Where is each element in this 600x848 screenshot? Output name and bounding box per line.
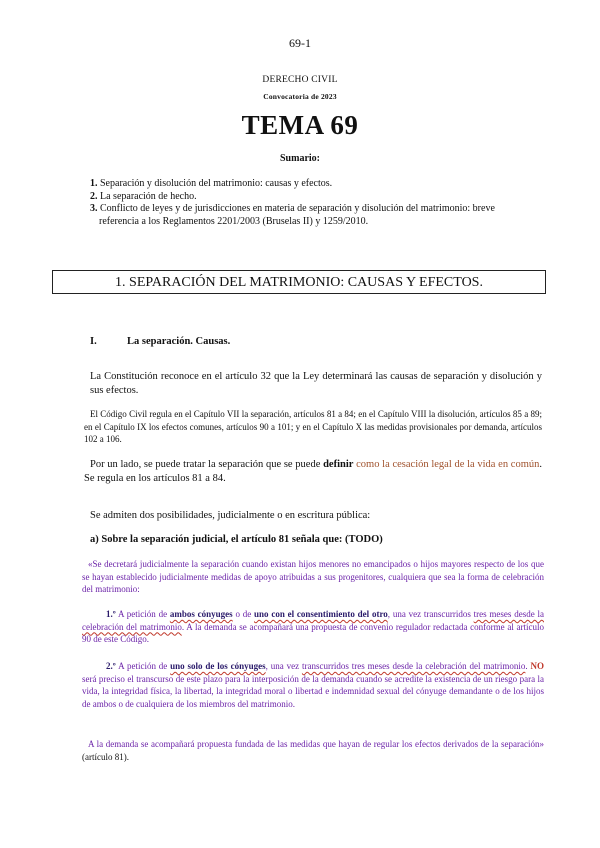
quote-text: A la demanda se acompañará propuesta fundada de las medidas que hayan de regular los efectos derivados de la separación» [88,739,544,749]
list-item-a [90,533,542,547]
paragraph-definicion [84,458,542,485]
paragraph-codigo-civil [84,408,542,446]
paragraph-text: . Se regula en los artículos 81 a 84. [84,459,542,484]
quote-text: será preciso el transcurso de este plazo para la interposición de la demanda cuando se acredite la existencia de un riesgo para la vida, la integridad física, la libertad, la integridad moral o libertad e indemnidad sexual del cónyuge demandante o de los hijos de ambos o de cualquiera de los miembros del matrimonio [82,673,544,709]
paragraph-posibilidades: Se admiten dos posibilidades, judicialmente o en escritura pública: [90,510,371,521]
subsection-title: La separación. Causas. [127,336,231,347]
toc-item-text: La separación de hecho. [100,190,197,202]
quote-text: o de [232,609,255,619]
quote-item-2 [82,660,544,710]
convocatoria-line: Convocatoria de 2023 [263,92,337,101]
quote-text: . A la demanda se acompañará una propuesta de convenio regulador redactada conforme al artículo 90 de este Código. [82,621,544,644]
toc-item-text: Conflicto de leyes y de jurisdicciones en materia de separación y disolución del matrimonio: breve [100,203,495,214]
subsection-number: I. [90,336,97,347]
table-of-contents [90,178,520,228]
highlighted-text: ambos cónyuges [169,609,233,619]
sumario-label: Sumario: [280,153,320,164]
subject-heading: DERECHO CIVIL [262,75,338,85]
quote-text: , una vez [265,661,302,671]
quote-intro: «Se decretará judicialmente la separación cuando existan hijos menores no emancipados o hijos mayores respecto de los que se hayan establecido judicialmente medidas de apoyo atribuidas a sus progenitores, cualquiera que sea la forma de celebración del matrimonio: [82,559,544,594]
toc-item [90,203,520,216]
toc-item [90,178,520,191]
toc-item [90,191,520,204]
highlighted-text: como la cesación legal de la vida en común [353,459,540,470]
paragraph-text: La Constitución reconoce en el artículo 32 que la Ley determinará las causas de separación y disolución y sus efectos. [90,371,542,396]
quote-text: A petición de [115,609,170,619]
paragraph-text: El Código Civil regula en el Capítulo VII la separación, artículos 81 a 84; en el Capítulo VIII la disolución, artículos 85 a 89; en el Capítulo IX los efectos comunes, artículos 90 a 101; y en el Capítulo X las medidas provisionales por demanda, artículos 102 a 106. [84,409,542,444]
toc-item-text: Separación y disolución del matrimonio: causas y efectos. [100,178,333,189]
list-text: a) Sobre la [90,534,141,545]
section-title: 1. SEPARACIÓN DEL MATRIMONIO: CAUSAS Y EFECTOS. [52,270,546,294]
page-title: TEMA 69 [241,110,359,140]
quote-text: A petición de [115,661,171,671]
quote-item-1 [82,608,544,646]
page-number: 69-1 [289,36,311,50]
paragraph-text: Por un lado, se puede tratar la separación que se puede [90,459,324,470]
item-number: 2.º [106,661,116,671]
emphasis-text: definir [323,459,354,470]
toc-item-number: 1. [90,178,98,189]
toc-item-number: 2. [90,190,98,202]
quote-text: , una vez transcurridos [387,609,474,619]
citation-text: (artículo 81). [82,751,129,762]
highlighted-text: tres meses desde la celebración del matrimonio [82,609,544,632]
highlighted-text: transcurridos tres meses desde la celebración del matrimonio [301,661,526,671]
emphasis-text: NO [530,661,544,671]
item-number: 1.º [106,609,116,619]
toc-item-number: 3. [90,203,98,214]
list-text-bold: separación judicial, el artículo 81 señala que: (TODO) [140,534,383,545]
quote-text: . [292,698,295,709]
highlighted-text: uno con el consentimiento del otro [254,609,388,619]
paragraph-constitution [90,370,542,397]
toc-item-continuation: referencia a los Reglamentos 2201/2003 (Bruselas II) y 1259/2010. [99,215,369,227]
highlighted-text: uno solo de los cónyuges [170,661,266,671]
quote-text: . [525,661,531,671]
quote-closing [82,738,544,763]
